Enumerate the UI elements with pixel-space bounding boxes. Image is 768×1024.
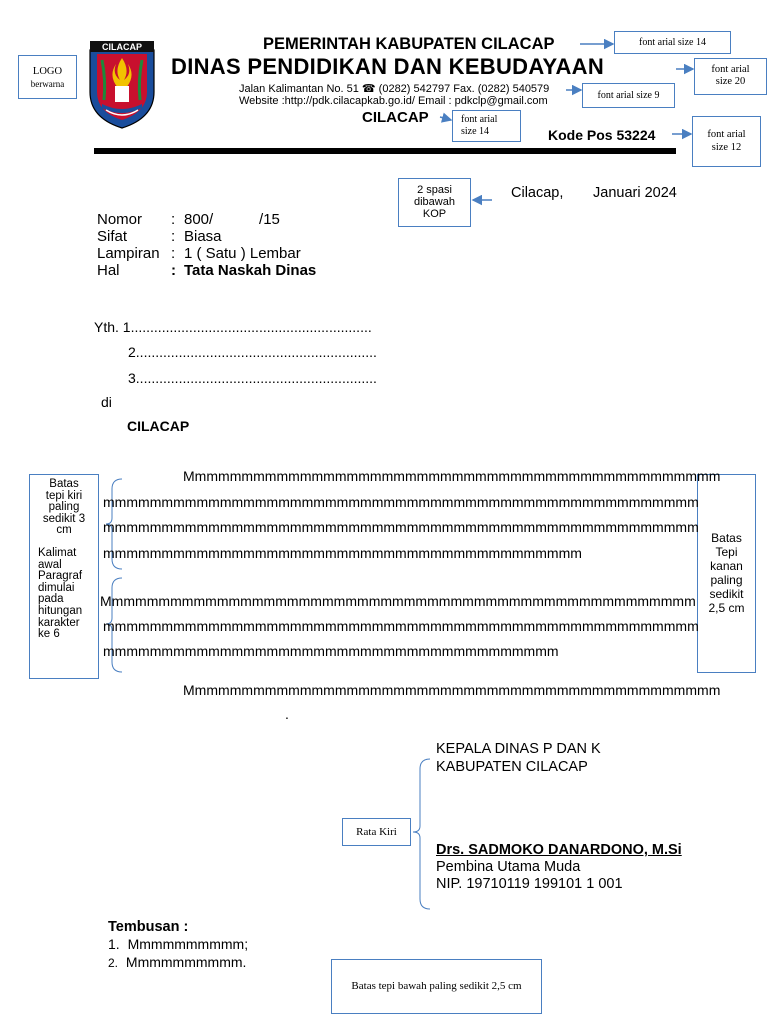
kop-address: Jalan Kalimantan No. 51 ☎ (0282) 542797 Fax. (0282) 540579 [239,83,550,95]
paragraph3-line1: Mmmmmmmmmmmmmmmmmmmmmmmmmmmmmmmmmmmmmmmmmmmmmm [183,682,721,698]
annotation-left-line2: tepi kiri [45,489,83,502]
annotation-font9: font arial size 9 [582,83,675,108]
recipient-2: 2.............................................................. [128,344,377,360]
recipient-3: 3.............................................................. [128,370,377,386]
recipient-di: di [101,394,112,410]
tembusan-item-1 [108,936,248,952]
meta-sep: : [171,262,176,279]
kop-postal: Kode Pos 53224 [548,127,656,143]
annotation-left-line11: pada [38,593,64,606]
recipient-1: Yth. 1.............................................................. [94,319,372,335]
date-month-year: Januari 2024 [593,185,677,201]
annotation-font20-line1: font arial [711,64,750,75]
annotation-right-line5: sedikit [709,587,744,601]
tembusan-item-num: 2. [108,956,119,970]
kop-line2: DINAS PENDIDIKAN DAN KEBUDAYAAN [171,54,605,79]
annotation-logo-line1: LOGO [32,66,63,77]
paragraph1-line3: mmmmmmmmmmmmmmmmmmmmmmmmmmmmmmmmmmmmmmmmmmmmmmmmmmm [103,519,699,535]
date-city: Cilacap, [511,185,564,201]
logo-banner-text: CILACAP [102,42,142,52]
meta-sep: : [171,228,176,245]
annotation-align-left: Rata Kiri [342,818,411,846]
annotation-left-line4: sedikit 3 [42,512,86,525]
tembusan-item-2 [108,954,246,970]
kop-city: CILACAP [362,109,429,126]
paragraph2-line3: mmmmmmmmmmmmmmmmmmmmmmmmmmmmmmmmmmmmmmm [103,643,559,659]
annotation-font12-line2: size 12 [711,142,742,153]
arrow-font14-city [440,117,451,120]
signature-rank: Pembina Utama Muda [436,859,581,875]
annotation-right-line6: 2,5 cm [708,601,745,615]
annotation-right-line3: kanan [710,559,743,573]
annotation-font14-top: font arial size 14 [614,31,731,54]
kop-line1: PEMERINTAH KABUPATEN CILACAP [263,35,555,53]
annotation-left-line7: Kalimat [38,546,77,559]
letter-meta [97,211,397,279]
annotation-left-line8: awal [38,558,62,571]
meta-sep: : [171,245,176,262]
paragraph-end-dot: . [285,706,289,722]
annotation-font14-city-line2: size 14 [461,126,490,137]
annotation-left-line3: paling [48,501,80,514]
meta-value: Biasa [184,228,222,245]
annotation-left-line1: Batas [49,478,79,490]
recipient-place: CILACAP [127,418,190,434]
meta-label: Sifat [97,228,128,245]
meta-value: 1 ( Satu ) Lembar [184,245,301,262]
signature-name: Drs. SADMOKO DANARDONO, M.Si [436,842,682,858]
annotation-left-line14: ke 6 [38,628,60,641]
tembusan-title: Tembusan : [108,919,189,935]
annotation-left-line12: hitungan [38,604,83,617]
annotation-right-line1: Batas [711,531,742,545]
meta-row-nomor [97,211,397,228]
tembusan-item-text: Mmmmmmmmmm; [127,936,249,952]
annotation-right-line4: paling [710,573,743,587]
signature-position1: KEPALA DINAS P DAN K [436,741,601,757]
annotation-left-line10: dimulai [38,581,75,594]
paragraph2-line1: Mmmmmmmmmmmmmmmmmmmmmmmmmmmmmmmmmmmmmmmmmmmmmmmmmmm [100,593,696,609]
meta-sep: : [171,211,176,228]
annotation-bottom-margin: Batas tepi bawah paling sedikit 2,5 cm [331,959,542,1014]
signature-nip: NIP. 19710119 199101 1 001 [436,876,623,892]
meta-row-hal [97,262,397,279]
paragraph2-line2: mmmmmmmmmmmmmmmmmmmmmmmmmmmmmmmmmmmmmmmmmmmmmmmmmmm [103,618,699,634]
meta-label: Hal [97,262,120,279]
annotation-right-line2: Tepi [715,545,738,559]
meta-value: Tata Naskah Dinas [184,262,317,279]
paragraph1-line4: mmmmmmmmmmmmmmmmmmmmmmmmmmmmmmmmmmmmmmmmm [103,545,582,561]
annotation-left-line9: Paragraf [38,570,83,583]
meta-row-lampiran [97,245,397,262]
paragraph1-line2: mmmmmmmmmmmmmmmmmmmmmmmmmmmmmmmmmmmmmmmmmmmmmmmmmmm [103,494,699,510]
annotation-font14-city-line1: font arial [461,114,498,125]
annotation-spacing-line2: dibawah [414,196,455,208]
tembusan-item-text: Mmmmmmmmmm. [125,954,247,970]
kop-website: Website :http://pdk.cilacapkab.go.id/ Email : pdkclp@gmail.com [239,95,548,107]
tembusan-item-num: 1. [108,936,120,952]
paragraph1-line1: Mmmmmmmmmmmmmmmmmmmmmmmmmmmmmmmmmmmmmmmmmmmmmm [183,468,721,484]
annotation-left-line13: karakter [38,616,80,629]
annotation-spacing-line1: 2 spasi [417,184,452,196]
annotation-font20-line2: size 20 [715,76,746,87]
annotation-left-line5: cm [56,524,72,537]
annotation-font12-line1: font arial [707,129,746,140]
meta-row-sifat [97,228,397,245]
brace-signature [413,759,430,909]
meta-label: Lampiran [97,245,160,262]
meta-value: 800/ /15 [184,211,280,228]
signature-position2: KABUPATEN CILACAP [436,759,588,775]
annotation-logo-line2: berwarna [30,79,65,89]
meta-label: Nomor [97,211,143,228]
annotation-spacing-line3: KOP [422,208,447,220]
